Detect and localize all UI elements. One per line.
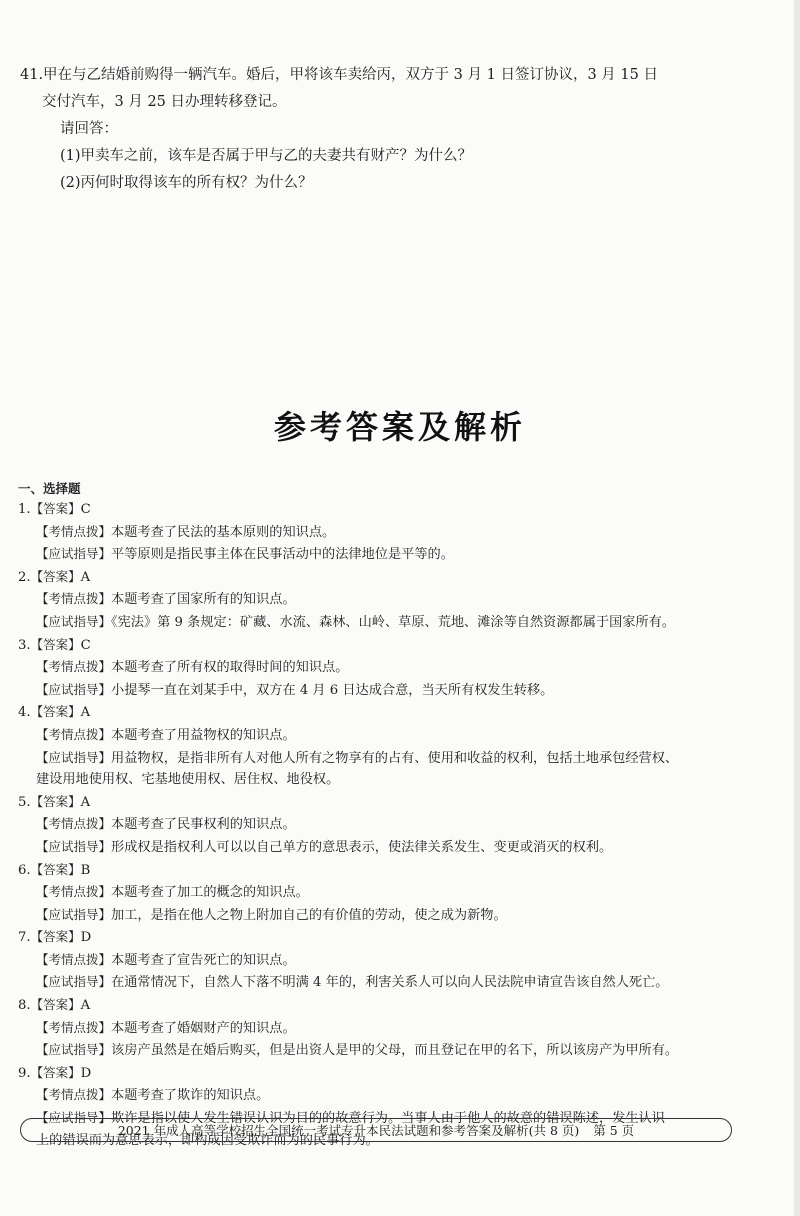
answer-value: D bbox=[80, 930, 92, 946]
answer-line bbox=[18, 701, 758, 724]
answer-label: 【答案】 bbox=[30, 997, 81, 1013]
question-number: 9. bbox=[18, 1065, 31, 1081]
question-41-sub-1: (1)甲卖车之前，该车是否属于甲与乙的夫妻共有财产？为什么？ bbox=[60, 148, 473, 164]
point-label: 【考情点拨】 bbox=[36, 884, 112, 900]
guide-text: 在通常情况下，自然人下落不明满 4 年的，利害关系人可以向人民法院申请宣告该自然人死亡。 bbox=[111, 975, 669, 991]
answer-label: 【答案】 bbox=[30, 1064, 81, 1080]
point-text: 本题考查了宣告死亡的知识点。 bbox=[111, 952, 296, 968]
guide-line bbox=[18, 904, 758, 927]
guide-label: 【应试指导】 bbox=[36, 906, 112, 922]
question-number: 2. bbox=[18, 569, 31, 585]
guide-line bbox=[18, 679, 758, 702]
guide-text: 加工，是指在他人之物上附加自己的有价值的劳动，使之成为新物。 bbox=[111, 907, 507, 923]
point-text: 本题考查了所有权的取得时间的知识点。 bbox=[111, 660, 349, 676]
answers-title: 参考答案及解析 bbox=[273, 408, 526, 446]
point-line bbox=[18, 949, 758, 972]
answer-line bbox=[18, 926, 758, 949]
guide-text: 形成权是指权利人可以以自己单方的意思表示，使法律关系发生、变更或消灭的权利。 bbox=[111, 839, 613, 855]
guide-continuation: 建设用地使用权、宅基地使用权、居住权、地役权。 bbox=[36, 772, 340, 788]
point-text: 本题考查了民法的基本原则的知识点。 bbox=[111, 524, 336, 540]
answer-line bbox=[18, 566, 758, 589]
point-line bbox=[18, 881, 758, 904]
point-line bbox=[18, 1017, 758, 1040]
guide-line bbox=[18, 836, 758, 859]
guide-label: 【应试指导】 bbox=[36, 749, 112, 765]
point-line bbox=[18, 724, 758, 747]
guide-line bbox=[18, 611, 758, 634]
answer-value: A bbox=[80, 998, 91, 1014]
answer-label: 【答案】 bbox=[30, 704, 81, 720]
answer-label: 【答案】 bbox=[30, 501, 81, 516]
answer-item bbox=[18, 859, 758, 927]
answer-item bbox=[18, 701, 758, 790]
point-text: 本题考查了欺诈的知识点。 bbox=[111, 1088, 270, 1104]
answer-line bbox=[18, 994, 758, 1017]
guide-text: 用益物权，是指非所有人对他人所有之物享有的占有、使用和收益的权利，包括土地承包经营权、 bbox=[111, 750, 679, 766]
guide-line bbox=[18, 1039, 758, 1062]
answer-line bbox=[18, 634, 758, 657]
question-number: 7. bbox=[18, 930, 31, 946]
answer-value: A bbox=[80, 569, 91, 585]
answer-label: 【答案】 bbox=[30, 861, 81, 877]
answer-item bbox=[18, 634, 758, 702]
guide-text: 该房产虽然是在婚后购买，但是出资人是甲的父母，而且登记在甲的名下，所以该房产为甲所有。 bbox=[111, 1043, 679, 1059]
point-label: 【考情点拨】 bbox=[36, 591, 112, 607]
point-label: 【考情点拨】 bbox=[36, 1087, 112, 1103]
page-footer bbox=[20, 1118, 732, 1142]
answer-value: B bbox=[80, 862, 91, 878]
guide-text: 欺诈是指以使人发生错误认识为目的的故意行为。当事人由于他人的故意的错误陈述，发生认识 bbox=[111, 1111, 665, 1127]
guide-line bbox=[18, 747, 758, 770]
guide-label: 【应试指导】 bbox=[36, 1110, 112, 1126]
point-label: 【考情点拨】 bbox=[36, 523, 112, 539]
guide-label: 【应试指导】 bbox=[36, 974, 112, 990]
guide-label: 【应试指导】 bbox=[36, 613, 112, 629]
answer-label: 【答案】 bbox=[30, 568, 81, 584]
point-text: 本题考查了加工的概念的知识点。 bbox=[111, 885, 309, 901]
answer-value: A bbox=[80, 705, 91, 721]
point-line bbox=[18, 813, 758, 836]
page-number: 第 5 页 bbox=[593, 1123, 635, 1138]
guide-label: 【应试指导】 bbox=[36, 838, 112, 854]
point-label: 【考情点拨】 bbox=[36, 659, 112, 675]
guide-text: 《宪法》第 9 条规定：矿藏、水流、森林、山岭、草原、荒地、滩涂等自然资源都属于国家所有。 bbox=[111, 614, 676, 630]
question-number: 3. bbox=[18, 637, 31, 653]
guide-label: 【应试指导】 bbox=[36, 546, 112, 562]
question-41-sub-2: (2)丙何时取得该车的所有权？为什么？ bbox=[60, 175, 313, 191]
footer-text: 2021 年成人高等学校招生全国统一考试专升本民法试题和参考答案及解析(共 8 页) bbox=[117, 1123, 580, 1138]
guide-label: 【应试指导】 bbox=[36, 1042, 112, 1058]
guide-text: 平等原则是指民事主体在民事活动中的法律地位是平等的。 bbox=[111, 547, 454, 563]
answers-section bbox=[18, 480, 758, 1151]
point-label: 【考情点拨】 bbox=[36, 951, 112, 967]
question-number: 8. bbox=[18, 998, 31, 1014]
answer-label: 【答案】 bbox=[30, 929, 81, 945]
guide-label: 【应试指导】 bbox=[36, 681, 112, 697]
answer-item bbox=[18, 926, 758, 994]
answer-line bbox=[18, 498, 758, 521]
point-line bbox=[18, 656, 758, 679]
answer-line bbox=[18, 859, 758, 882]
answer-label: 【答案】 bbox=[30, 793, 81, 809]
point-label: 【考情点拨】 bbox=[36, 1019, 112, 1035]
point-label: 【考情点拨】 bbox=[36, 816, 112, 832]
point-text: 本题考查了民事权利的知识点。 bbox=[111, 817, 296, 833]
answer-list bbox=[18, 498, 758, 1151]
question-41-line-1: 41.甲在与乙结婚前购得一辆汽车。婚后，甲将该车卖给丙，双方于 3 月 1 日签订协议，3 月 15 日 bbox=[20, 67, 658, 83]
point-line bbox=[18, 1084, 758, 1107]
answer-value: D bbox=[80, 1065, 92, 1081]
question-number: 5. bbox=[18, 794, 31, 810]
answer-item bbox=[18, 498, 758, 566]
answer-item bbox=[18, 566, 758, 634]
answer-line bbox=[18, 791, 758, 814]
question-41-line-2: 交付汽车，3 月 25 日办理转移登记。 bbox=[42, 94, 287, 110]
answer-value: C bbox=[80, 637, 91, 653]
answer-value: C bbox=[80, 502, 91, 517]
question-number: 1. bbox=[18, 502, 31, 517]
question-number: 4. bbox=[18, 705, 31, 721]
question-41-prompt: 请回答： bbox=[60, 121, 118, 137]
point-text: 本题考查了国家所有的知识点。 bbox=[111, 592, 296, 608]
answer-item bbox=[18, 994, 758, 1062]
section-heading: 一、选择题 bbox=[18, 481, 81, 496]
guide-line bbox=[18, 543, 758, 566]
guide-text: 小提琴一直在刘某手中，双方在 4 月 6 日达成合意，当天所有权发生转移。 bbox=[111, 682, 554, 698]
point-text: 本题考查了婚姻财产的知识点。 bbox=[111, 1020, 296, 1036]
point-text: 本题考查了用益物权的知识点。 bbox=[111, 727, 296, 743]
guide-continuation: 上的错误而为意思表示，即构成因受欺诈而为的民事行为。 bbox=[36, 1132, 379, 1148]
guide-line bbox=[18, 971, 758, 994]
answer-line bbox=[18, 1062, 758, 1085]
question-number: 6. bbox=[18, 862, 31, 878]
point-line bbox=[18, 521, 758, 544]
answer-item bbox=[18, 791, 758, 859]
point-label: 【考情点拨】 bbox=[36, 726, 112, 742]
point-line bbox=[18, 588, 758, 611]
answer-label: 【答案】 bbox=[30, 636, 81, 652]
question-41 bbox=[20, 62, 760, 197]
answer-value: A bbox=[80, 794, 91, 810]
